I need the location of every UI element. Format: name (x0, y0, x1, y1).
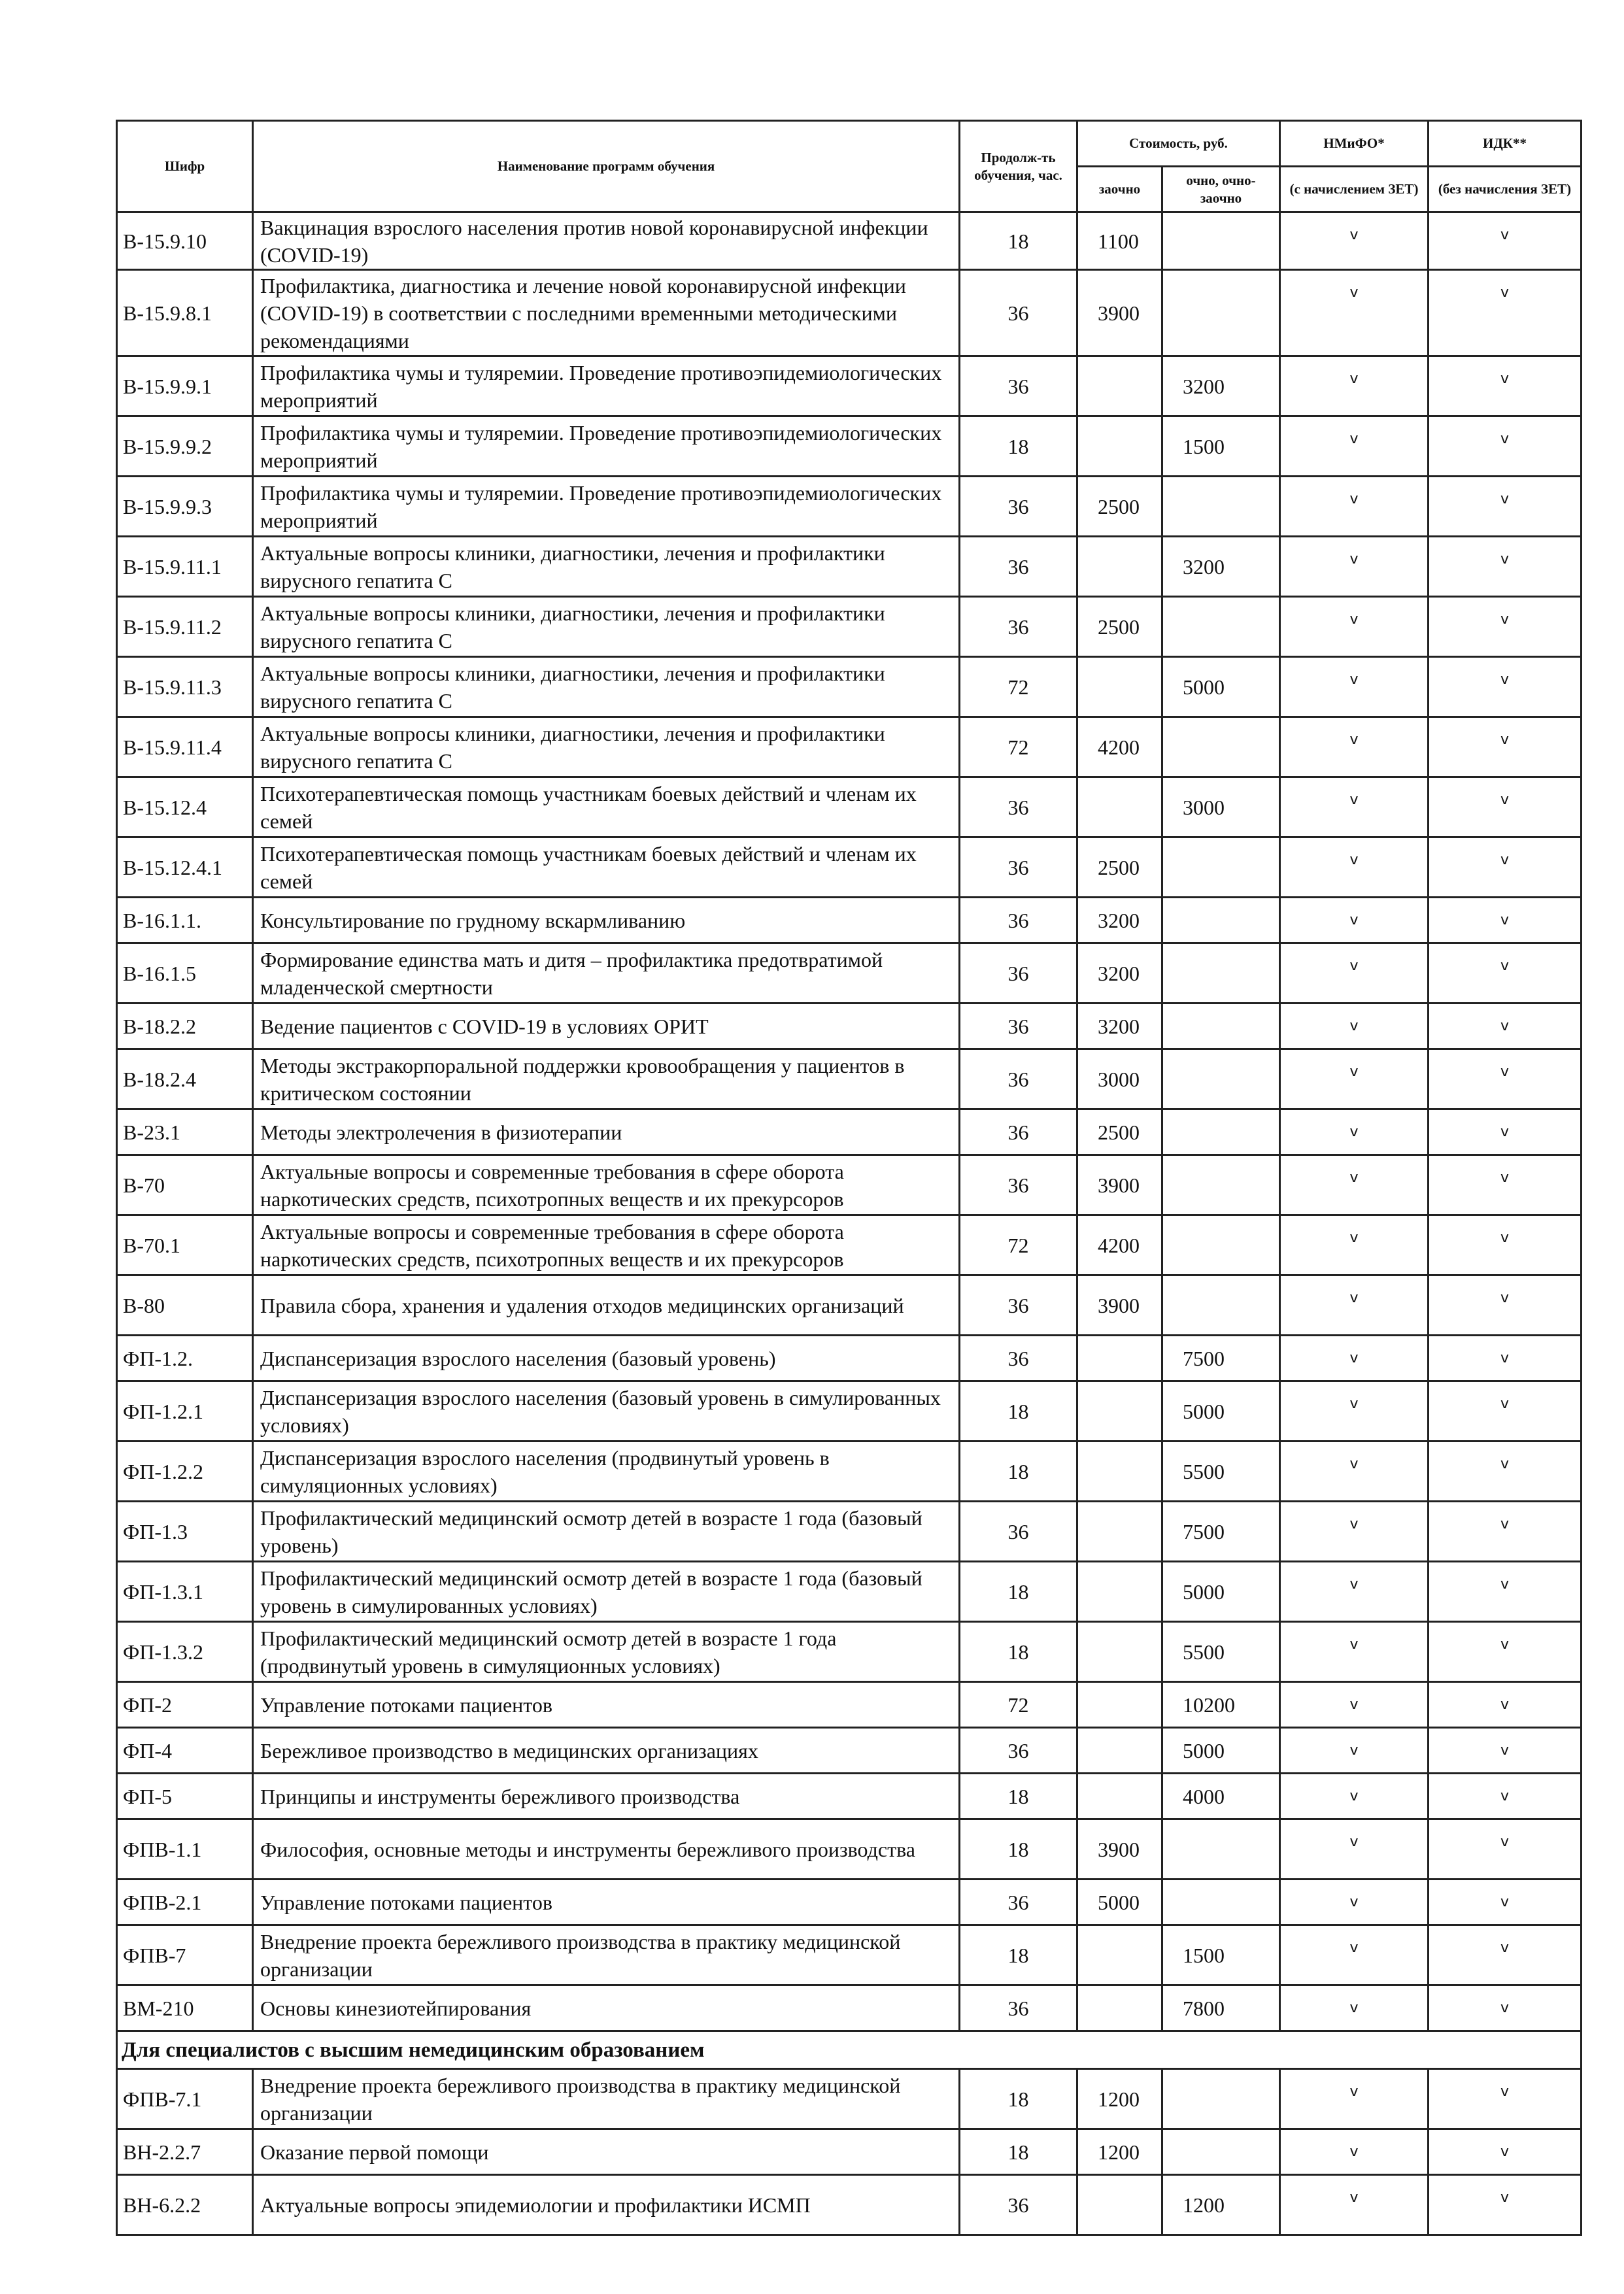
cell-code: В-80 (117, 1275, 253, 1336)
cell-cost-ochno (1162, 597, 1280, 657)
table-row (117, 1049, 1582, 1109)
cell-name: Правила сбора, хранения и удаления отходов медицинских организаций (253, 1275, 960, 1336)
cell-name: Актуальные вопросы клиники, диагностики, лечения и профилактики вирусного гепатита С (253, 537, 960, 597)
cell-name: Психотерапевтическая помощь участникам боевых действий и членам их семей (253, 777, 960, 837)
cell-name: Актуальные вопросы и современные требования в сфере оборота наркотических средств, психотропных веществ и их прекурсоров (253, 1215, 960, 1275)
cell-code: В-15.9.9.3 (117, 477, 253, 537)
cell-name: Профилактика чумы и туляремии. Проведение противоэпидемиологических мероприятий (253, 356, 960, 416)
cell-code: ФП-2 (117, 1682, 253, 1728)
cell-idk-mark: v (1429, 1442, 1582, 1502)
cell-code: ФПВ-7.1 (117, 2069, 253, 2129)
cell-hours: 18 (960, 1562, 1077, 1622)
cell-idk-mark: v (1429, 898, 1582, 943)
cell-code: В-15.12.4 (117, 777, 253, 837)
cell-idk-mark: v (1429, 1774, 1582, 1819)
cell-code: ВН-6.2.2 (117, 2175, 253, 2235)
cell-name: Актуальные вопросы клиники, диагностики, лечения и профилактики вирусного гепатита С (253, 657, 960, 717)
cell-nmifo-mark: v (1280, 1925, 1429, 1985)
cell-hours: 72 (960, 1215, 1077, 1275)
cell-code: В-16.1.5 (117, 943, 253, 1004)
cell-cost-zaochno: 3200 (1077, 1004, 1162, 1049)
cell-nmifo-mark: v (1280, 1728, 1429, 1774)
cell-name: Внедрение проекта бережливого производства в практику медицинской организации (253, 1925, 960, 1985)
cell-nmifo-mark: v (1280, 2069, 1429, 2129)
cell-nmifo-mark: v (1280, 356, 1429, 416)
cell-name: Управление потоками пациентов (253, 1880, 960, 1925)
cell-code: ФПВ-2.1 (117, 1880, 253, 1925)
cell-cost-ochno (1162, 2129, 1280, 2175)
cell-cost-ochno: 3200 (1162, 356, 1280, 416)
cell-idk-mark: v (1429, 1562, 1582, 1622)
cell-idk-mark: v (1429, 537, 1582, 597)
cell-name: Формирование единства мать и дитя – профилактика предотвратимой младенческой смертности (253, 943, 960, 1004)
cell-nmifo-mark: v (1280, 898, 1429, 943)
table-row (117, 943, 1582, 1004)
header-name: Наименование программ обучения (253, 121, 960, 212)
cell-cost-ochno: 4000 (1162, 1774, 1280, 1819)
cell-nmifo-mark: v (1280, 1049, 1429, 1109)
cell-idk-mark: v (1429, 1275, 1582, 1336)
cell-name: Диспансеризация взрослого населения (продвинутый уровень в симуляционных условиях) (253, 1442, 960, 1502)
cell-cost-zaochno (1077, 1562, 1162, 1622)
table-row (117, 1381, 1582, 1442)
cell-nmifo-mark: v (1280, 1682, 1429, 1728)
cell-cost-zaochno: 1100 (1077, 212, 1162, 270)
table-row (117, 1004, 1582, 1049)
cell-nmifo-mark: v (1280, 1336, 1429, 1381)
cell-idk-mark: v (1429, 597, 1582, 657)
cell-cost-zaochno (1077, 1925, 1162, 1985)
cell-cost-ochno: 1200 (1162, 2175, 1280, 2235)
cell-cost-zaochno: 2500 (1077, 1109, 1162, 1155)
cell-code: В-70.1 (117, 1215, 253, 1275)
cell-idk-mark: v (1429, 356, 1582, 416)
cell-cost-ochno (1162, 943, 1280, 1004)
table-row (117, 597, 1582, 657)
cell-idk-mark: v (1429, 2129, 1582, 2175)
cell-cost-zaochno (1077, 1502, 1162, 1562)
table-row (117, 1925, 1582, 1985)
cell-hours: 36 (960, 477, 1077, 537)
cell-idk-mark: v (1429, 1049, 1582, 1109)
cell-nmifo-mark: v (1280, 1774, 1429, 1819)
cell-idk-mark: v (1429, 657, 1582, 717)
table-row (117, 2175, 1582, 2235)
cell-cost-ochno: 10200 (1162, 1682, 1280, 1728)
cell-nmifo-mark: v (1280, 1819, 1429, 1880)
cell-nmifo-mark: v (1280, 2175, 1429, 2235)
table-row (117, 1215, 1582, 1275)
cell-name: Актуальные вопросы клиники, диагностики, лечения и профилактики вирусного гепатита С (253, 597, 960, 657)
table-row (117, 2129, 1582, 2175)
table-row (117, 1880, 1582, 1925)
cell-cost-zaochno (1077, 2175, 1162, 2235)
cell-code: В-15.9.9.2 (117, 416, 253, 477)
table-row (117, 1109, 1582, 1155)
header-cost-ochno: очно, очно-заочно (1162, 167, 1280, 212)
cell-hours: 18 (960, 1381, 1077, 1442)
cell-idk-mark: v (1429, 477, 1582, 537)
cell-nmifo-mark: v (1280, 1502, 1429, 1562)
cell-cost-zaochno: 2500 (1077, 837, 1162, 898)
cell-hours: 18 (960, 1774, 1077, 1819)
cell-hours: 18 (960, 1622, 1077, 1682)
cell-cost-ochno (1162, 1819, 1280, 1880)
cell-cost-zaochno: 1200 (1077, 2069, 1162, 2129)
cell-nmifo-mark: v (1280, 597, 1429, 657)
cell-hours: 18 (960, 2129, 1077, 2175)
cell-name: Профилактика чумы и туляремии. Проведение противоэпидемиологических мероприятий (253, 477, 960, 537)
header-nmifo-sub: (с начислением ЗЕТ) (1280, 167, 1429, 212)
cell-idk-mark: v (1429, 1819, 1582, 1880)
cell-code: ФПВ-1.1 (117, 1819, 253, 1880)
cell-cost-zaochno (1077, 1442, 1162, 1502)
table-row (117, 777, 1582, 837)
cell-code: В-70 (117, 1155, 253, 1215)
cell-code: В-18.2.4 (117, 1049, 253, 1109)
cell-hours: 36 (960, 597, 1077, 657)
cell-nmifo-mark: v (1280, 1985, 1429, 2031)
cell-code: В-15.9.11.3 (117, 657, 253, 717)
cell-cost-ochno (1162, 1004, 1280, 1049)
cell-cost-ochno: 5000 (1162, 1381, 1280, 1442)
cell-nmifo-mark: v (1280, 1109, 1429, 1155)
cell-name: Профилактика, диагностика и лечение новой коронавирусной инфекции (COVID-19) в соответствии с последними временными методическими рекомендациями (253, 270, 960, 356)
cell-code: В-15.9.11.4 (117, 717, 253, 777)
cell-nmifo-mark: v (1280, 416, 1429, 477)
header-cost-zaochno: заочно (1077, 167, 1162, 212)
cell-cost-ochno: 7500 (1162, 1336, 1280, 1381)
table-row (117, 1682, 1582, 1728)
cell-nmifo-mark: v (1280, 837, 1429, 898)
cell-hours: 18 (960, 2069, 1077, 2129)
cell-cost-ochno (1162, 1275, 1280, 1336)
cell-hours: 36 (960, 2175, 1077, 2235)
cell-cost-ochno (1162, 1880, 1280, 1925)
table-row (117, 1819, 1582, 1880)
cell-idk-mark: v (1429, 1985, 1582, 2031)
cell-hours: 36 (960, 1049, 1077, 1109)
cell-nmifo-mark: v (1280, 1155, 1429, 1215)
cell-hours: 36 (960, 898, 1077, 943)
cell-idk-mark: v (1429, 1880, 1582, 1925)
cell-cost-zaochno: 3200 (1077, 943, 1162, 1004)
cell-nmifo-mark: v (1280, 717, 1429, 777)
cell-nmifo-mark: v (1280, 943, 1429, 1004)
cell-cost-zaochno (1077, 1622, 1162, 1682)
cell-hours: 36 (960, 356, 1077, 416)
cell-hours: 36 (960, 1275, 1077, 1336)
cell-hours: 36 (960, 1880, 1077, 1925)
cell-nmifo-mark: v (1280, 537, 1429, 597)
cell-code: В-15.9.8.1 (117, 270, 253, 356)
cell-hours: 36 (960, 1502, 1077, 1562)
cell-code: ФП-1.3.2 (117, 1622, 253, 1682)
cell-hours: 36 (960, 537, 1077, 597)
cell-nmifo-mark: v (1280, 1275, 1429, 1336)
cell-hours: 36 (960, 270, 1077, 356)
table-row (117, 1442, 1582, 1502)
cell-hours: 36 (960, 837, 1077, 898)
cell-idk-mark: v (1429, 1155, 1582, 1215)
cell-cost-ochno (1162, 2069, 1280, 2129)
cell-cost-zaochno: 3200 (1077, 898, 1162, 943)
cell-cost-ochno: 7500 (1162, 1502, 1280, 1562)
cell-cost-ochno (1162, 1109, 1280, 1155)
cell-code: В-15.9.9.1 (117, 356, 253, 416)
cell-hours: 18 (960, 212, 1077, 270)
cell-cost-ochno (1162, 1155, 1280, 1215)
cell-name: Бережливое производство в медицинских организациях (253, 1728, 960, 1774)
cell-cost-zaochno: 3900 (1077, 270, 1162, 356)
table-row (117, 1985, 1582, 2031)
cell-hours: 18 (960, 1925, 1077, 1985)
table-row (117, 2069, 1582, 2129)
cell-code: В-16.1.1. (117, 898, 253, 943)
cell-nmifo-mark: v (1280, 477, 1429, 537)
cell-name: Психотерапевтическая помощь участникам боевых действий и членам их семей (253, 837, 960, 898)
cell-name: Диспансеризация взрослого населения (базовый уровень) (253, 1336, 960, 1381)
cell-cost-ochno: 3200 (1162, 537, 1280, 597)
cell-cost-ochno: 5000 (1162, 1728, 1280, 1774)
cell-hours: 36 (960, 943, 1077, 1004)
cell-idk-mark: v (1429, 717, 1582, 777)
cell-nmifo-mark: v (1280, 2129, 1429, 2175)
cell-cost-ochno: 7800 (1162, 1985, 1280, 2031)
cell-hours: 36 (960, 1728, 1077, 1774)
cell-nmifo-mark: v (1280, 1215, 1429, 1275)
cell-code: ФП-1.2. (117, 1336, 253, 1381)
cell-code: ФПВ-7 (117, 1925, 253, 1985)
cell-hours: 36 (960, 1985, 1077, 2031)
cell-nmifo-mark: v (1280, 1004, 1429, 1049)
table-row (117, 657, 1582, 717)
cell-cost-zaochno (1077, 1728, 1162, 1774)
cell-cost-zaochno: 3000 (1077, 1049, 1162, 1109)
cell-cost-zaochno (1077, 1336, 1162, 1381)
cell-code: В-15.9.10 (117, 212, 253, 270)
cell-cost-ochno: 5000 (1162, 1562, 1280, 1622)
cell-nmifo-mark: v (1280, 777, 1429, 837)
section-body (117, 2031, 1582, 2069)
table-row (117, 837, 1582, 898)
cell-cost-zaochno (1077, 1381, 1162, 1442)
cell-idk-mark: v (1429, 1925, 1582, 1985)
cell-cost-ochno: 5500 (1162, 1622, 1280, 1682)
cell-nmifo-mark: v (1280, 1562, 1429, 1622)
cell-cost-ochno (1162, 1215, 1280, 1275)
cell-cost-ochno: 5500 (1162, 1442, 1280, 1502)
cell-code: ФП-5 (117, 1774, 253, 1819)
cell-cost-zaochno: 4200 (1077, 1215, 1162, 1275)
cell-cost-ochno (1162, 270, 1280, 356)
cell-nmifo-mark: v (1280, 1622, 1429, 1682)
cell-hours: 72 (960, 717, 1077, 777)
cell-idk-mark: v (1429, 1728, 1582, 1774)
table-row (117, 537, 1582, 597)
cell-name: Методы экстракорпоральной поддержки кровообращения у пациентов в критическом состоянии (253, 1049, 960, 1109)
cell-cost-zaochno: 3900 (1077, 1155, 1162, 1215)
cell-idk-mark: v (1429, 1109, 1582, 1155)
cell-code: ВН-2.2.7 (117, 2129, 253, 2175)
cell-cost-ochno: 1500 (1162, 416, 1280, 477)
programs-table (116, 120, 1582, 2236)
cell-cost-zaochno (1077, 416, 1162, 477)
cell-name: Актуальные вопросы эпидемиологии и профилактики ИСМП (253, 2175, 960, 2235)
cell-nmifo-mark: v (1280, 657, 1429, 717)
table-row (117, 1622, 1582, 1682)
table-row (117, 1336, 1582, 1381)
cell-idk-mark: v (1429, 837, 1582, 898)
cell-name: Ведение пациентов с COVID-19 в условиях ОРИТ (253, 1004, 960, 1049)
cell-cost-ochno (1162, 898, 1280, 943)
cell-cost-zaochno: 2500 (1077, 597, 1162, 657)
cell-code: ФП-1.2.1 (117, 1381, 253, 1442)
table-row (117, 1728, 1582, 1774)
cell-name: Внедрение проекта бережливого производства в практику медицинской организации (253, 2069, 960, 2129)
header-code: Шифр (117, 121, 253, 212)
cell-idk-mark: v (1429, 1004, 1582, 1049)
cell-name: Управление потоками пациентов (253, 1682, 960, 1728)
cell-name: Методы электролечения в физиотерапии (253, 1109, 960, 1155)
cell-name: Принципы и инструменты бережливого производства (253, 1774, 960, 1819)
header-idk-sub: (без начисления ЗЕТ) (1429, 167, 1582, 212)
cell-cost-zaochno (1077, 356, 1162, 416)
cell-cost-ochno: 5000 (1162, 657, 1280, 717)
cell-idk-mark: v (1429, 1622, 1582, 1682)
table-row (117, 1155, 1582, 1215)
table-row (117, 1275, 1582, 1336)
cell-cost-zaochno (1077, 777, 1162, 837)
cell-hours: 36 (960, 777, 1077, 837)
section-row (117, 2031, 1582, 2069)
cell-cost-zaochno: 3900 (1077, 1275, 1162, 1336)
header-nmifo: НМиФО* (1280, 121, 1429, 167)
header-idk: ИДК** (1429, 121, 1582, 167)
cell-cost-ochno (1162, 837, 1280, 898)
section-title: Для специалистов с высшим немедицинским образованием (117, 2031, 1582, 2069)
cell-code: В-15.9.11.2 (117, 597, 253, 657)
cell-name: Основы кинезиотейпирования (253, 1985, 960, 2031)
cell-nmifo-mark: v (1280, 212, 1429, 270)
cell-hours: 36 (960, 1004, 1077, 1049)
cell-cost-zaochno (1077, 1682, 1162, 1728)
cell-name: Актуальные вопросы и современные требования в сфере оборота наркотических средств, психотропных веществ и их прекурсоров (253, 1155, 960, 1215)
table-body-main (117, 212, 1582, 2031)
cell-name: Профилактический медицинский осмотр детей в возрасте 1 года (базовый уровень) (253, 1502, 960, 1562)
cell-hours: 36 (960, 1109, 1077, 1155)
cell-name: Вакцинация взрослого населения против новой коронавирусной инфекции (COVID-19) (253, 212, 960, 270)
cell-cost-ochno (1162, 212, 1280, 270)
table-row (117, 477, 1582, 537)
header-duration: Продолж-ть обучения, час. (960, 121, 1077, 212)
cell-hours: 18 (960, 416, 1077, 477)
cell-name: Консультирование по грудному вскармливанию (253, 898, 960, 943)
cell-hours: 36 (960, 1336, 1077, 1381)
cell-code: В-23.1 (117, 1109, 253, 1155)
cell-name: Профилактика чумы и туляремии. Проведение противоэпидемиологических мероприятий (253, 416, 960, 477)
cell-code: ФП-1.3.1 (117, 1562, 253, 1622)
cell-cost-zaochno: 1200 (1077, 2129, 1162, 2175)
cell-name: Профилактический медицинский осмотр детей в возрасте 1 года (базовый уровень в симулированных условиях) (253, 1562, 960, 1622)
cell-cost-zaochno (1077, 657, 1162, 717)
cell-cost-zaochno (1077, 1774, 1162, 1819)
cell-name: Диспансеризация взрослого населения (базовый уровень в симулированных условиях) (253, 1381, 960, 1442)
cell-cost-zaochno (1077, 537, 1162, 597)
table-row (117, 212, 1582, 270)
cell-code: ФП-1.3 (117, 1502, 253, 1562)
cell-cost-ochno (1162, 1049, 1280, 1109)
cell-idk-mark: v (1429, 1336, 1582, 1381)
cell-hours: 18 (960, 1442, 1077, 1502)
cell-cost-zaochno: 5000 (1077, 1880, 1162, 1925)
cell-code: В-15.9.11.1 (117, 537, 253, 597)
table-row (117, 898, 1582, 943)
header-cost: Стоимость, руб. (1077, 121, 1280, 167)
cell-name: Философия, основные методы и инструменты бережливого производства (253, 1819, 960, 1880)
table-row (117, 356, 1582, 416)
cell-hours: 36 (960, 1155, 1077, 1215)
cell-idk-mark: v (1429, 270, 1582, 356)
cell-nmifo-mark: v (1280, 1442, 1429, 1502)
cell-code: В-18.2.2 (117, 1004, 253, 1049)
cell-name: Профилактический медицинский осмотр детей в возрасте 1 года (продвинутый уровень в симуляционных условиях) (253, 1622, 960, 1682)
cell-idk-mark: v (1429, 1502, 1582, 1562)
cell-cost-zaochno: 2500 (1077, 477, 1162, 537)
cell-idk-mark: v (1429, 943, 1582, 1004)
cell-idk-mark: v (1429, 777, 1582, 837)
cell-idk-mark: v (1429, 2175, 1582, 2235)
cell-nmifo-mark: v (1280, 1880, 1429, 1925)
cell-idk-mark: v (1429, 1215, 1582, 1275)
price-document (116, 120, 1580, 2236)
cell-code: В-15.12.4.1 (117, 837, 253, 898)
header-row-1 (117, 121, 1582, 167)
cell-code: ВМ-210 (117, 1985, 253, 2031)
cell-name: Оказание первой помощи (253, 2129, 960, 2175)
cell-nmifo-mark: v (1280, 1381, 1429, 1442)
cell-idk-mark: v (1429, 1381, 1582, 1442)
cell-hours: 18 (960, 1819, 1077, 1880)
cell-hours: 72 (960, 657, 1077, 717)
cell-nmifo-mark: v (1280, 270, 1429, 356)
table-body-second (117, 2069, 1582, 2235)
cell-cost-ochno (1162, 717, 1280, 777)
cell-code: ФП-4 (117, 1728, 253, 1774)
table-row (117, 717, 1582, 777)
cell-cost-ochno (1162, 477, 1280, 537)
cell-idk-mark: v (1429, 2069, 1582, 2129)
cell-idk-mark: v (1429, 212, 1582, 270)
table-row (117, 1774, 1582, 1819)
cell-cost-ochno: 3000 (1162, 777, 1280, 837)
cell-idk-mark: v (1429, 416, 1582, 477)
table-row (117, 270, 1582, 356)
table-row (117, 1502, 1582, 1562)
cell-cost-zaochno: 3900 (1077, 1819, 1162, 1880)
cell-cost-zaochno (1077, 1985, 1162, 2031)
table-row (117, 416, 1582, 477)
cell-idk-mark: v (1429, 1682, 1582, 1728)
cell-name: Актуальные вопросы клиники, диагностики, лечения и профилактики вирусного гепатита С (253, 717, 960, 777)
cell-hours: 72 (960, 1682, 1077, 1728)
table-row (117, 1562, 1582, 1622)
cell-cost-ochno: 1500 (1162, 1925, 1280, 1985)
cell-cost-zaochno: 4200 (1077, 717, 1162, 777)
cell-code: ФП-1.2.2 (117, 1442, 253, 1502)
